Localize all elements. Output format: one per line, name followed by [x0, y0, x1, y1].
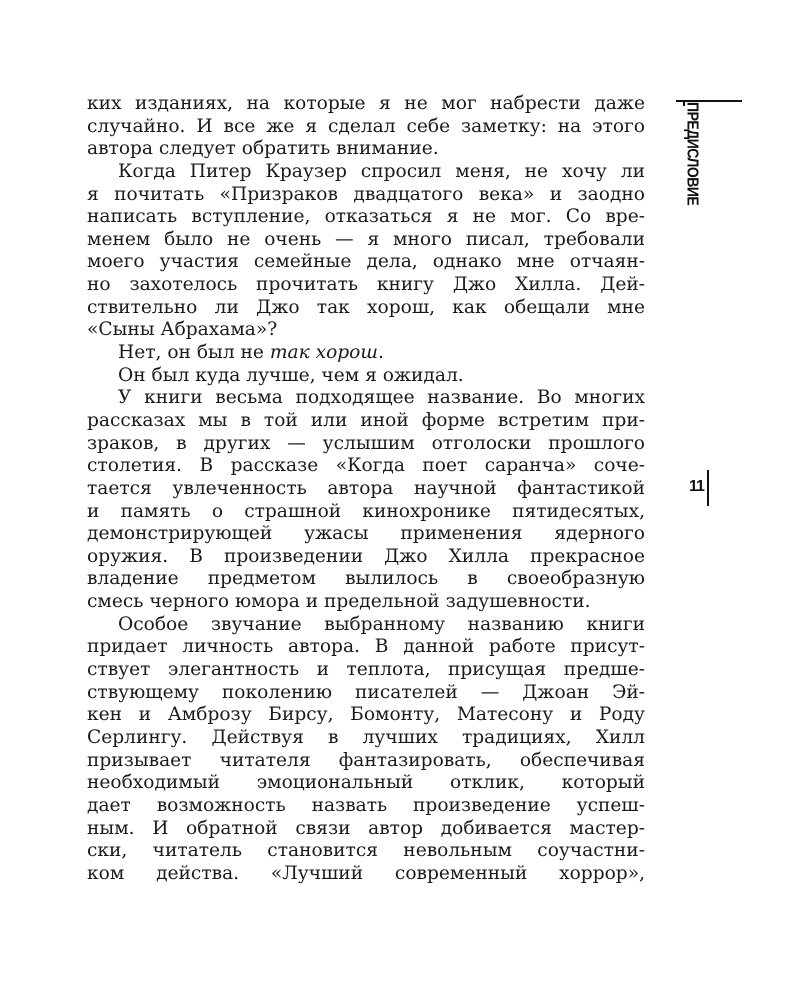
text-line [87, 546, 645, 569]
text-line-content: столетия. В рассказе «Когда поет саранча» соче- [87, 455, 645, 477]
text-line [87, 93, 645, 116]
text-line-content: дает возможность назвать произведение успеш- [87, 794, 645, 816]
text-line-content: Особое звучание выбранному названию книги [118, 613, 645, 635]
text-line [87, 478, 645, 501]
text-line-content: я почитать «Призраков двадцатого века» и заодно [87, 183, 645, 205]
text-line-content: написать вступление, отказаться я не мог. Со вре- [87, 206, 645, 228]
text-line-content: кен и Амброзу Бирсу, Бомонту, Матесону и Роду [87, 704, 645, 726]
text-line-content: ких изданиях, на которые я не мог набрести даже [87, 93, 645, 114]
text-line [87, 523, 645, 546]
text-line-content: ствительно ли Джо так хорош, как обещали мне [87, 296, 645, 318]
text-line-content: ствующему поколению писателей — Джоан Эй- [87, 681, 645, 703]
text-line-content: и память о страшной кинохронике пятидесятых, [87, 500, 645, 522]
text-line [87, 818, 645, 841]
text-line-content: моего участия семейные дела, однако мне отчаян- [87, 251, 645, 273]
text-line [87, 251, 645, 274]
body-text [87, 93, 645, 885]
text-line [87, 319, 645, 342]
text-line [87, 704, 645, 727]
text-line [87, 161, 645, 184]
text-line [87, 727, 645, 750]
text-line [87, 342, 645, 365]
text-line [87, 659, 645, 682]
text-line-content: смесь черного юмора и предельной задушевности. [87, 591, 591, 613]
text-emphasis: так хорош [269, 342, 378, 364]
text-line [87, 682, 645, 705]
text-line [87, 365, 645, 388]
text-line [87, 614, 645, 637]
text-line [87, 772, 645, 795]
text-line-content: Серлингу. Действуя в лучших традициях, Хилл [87, 726, 645, 748]
text-line [87, 568, 645, 591]
page-number: 11 [689, 478, 704, 495]
text-line [87, 455, 645, 478]
page-number-rule [707, 470, 709, 506]
text-line [87, 591, 645, 614]
text-line-content: случайно. И все же я сделал себе заметку: на этого [87, 115, 645, 137]
text-line [87, 863, 645, 886]
text-line-content: придает личность автора. В данной работе присут- [87, 636, 645, 658]
text-line-content: автора следует обратить внимание. [87, 138, 439, 160]
text-line-tail: . [377, 342, 384, 364]
running-head: ПРЕДИСЛОВИЕ [684, 102, 702, 206]
text-line [87, 229, 645, 252]
text-line [87, 387, 645, 410]
text-line [87, 184, 645, 207]
text-line [87, 274, 645, 297]
text-line-content: зраков, в других — услышим отголоски прошлого [87, 432, 645, 454]
text-line [87, 297, 645, 320]
text-line-content: но захотелось прочитать книгу Джо Хилла. Дей- [87, 274, 645, 296]
text-line-content: «Сыны Абрахама»? [87, 319, 278, 341]
text-line-content: Нет, он был не [118, 342, 270, 364]
text-line-content: менем было не очень — я много писал, требовали [87, 228, 645, 250]
text-line [87, 206, 645, 229]
text-line [87, 795, 645, 818]
text-line-content: Когда Питер Краузер спросил меня, не хочу ли [118, 160, 645, 182]
text-line-content: ком действа. «Лучший современный хоррор», [87, 862, 645, 884]
text-line [87, 750, 645, 773]
text-line-content: тается увлеченность автора научной фантастикой [87, 477, 645, 499]
text-line [87, 840, 645, 863]
text-line-content: демонстрирующей ужасы применения ядерного [87, 523, 645, 545]
text-line-content: необходимый эмоциональный отклик, который [87, 772, 645, 794]
text-line [87, 636, 645, 659]
text-line-content: Он был куда лучше, чем я ожидал. [118, 364, 464, 386]
text-line-content: оружия. В произведении Джо Хилла прекрасное [87, 545, 645, 567]
text-line-content: рассказах мы в той или иной форме встретим при- [87, 409, 645, 431]
text-line-content: призывает читателя фантазировать, обеспечивая [87, 749, 645, 771]
text-line [87, 410, 645, 433]
text-line [87, 501, 645, 524]
text-line [87, 116, 645, 139]
text-line-content: ным. И обратной связи автор добивается мастер- [87, 817, 645, 839]
text-line-content: ски, читатель становится невольным соучастни- [87, 840, 645, 862]
text-line-content: владение предметом вылилось в своеобразную [87, 568, 645, 590]
text-line-content: ствует элегантность и теплота, присущая предше- [87, 659, 645, 681]
text-line [87, 433, 645, 456]
text-line-content: У книги весьма подходящее название. Во многих [118, 387, 645, 409]
text-line [87, 138, 645, 161]
